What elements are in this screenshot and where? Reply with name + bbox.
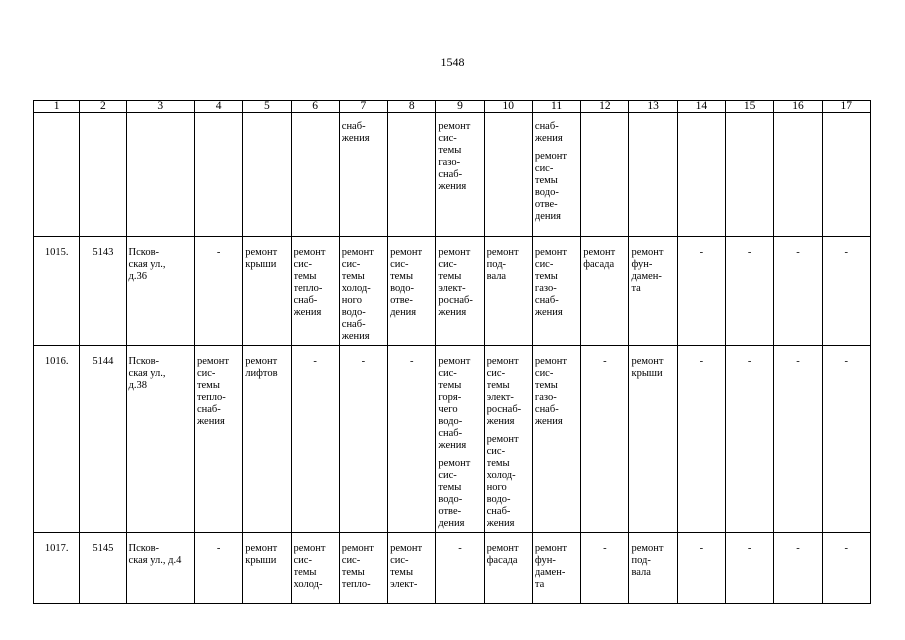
empty-marker: -: [458, 543, 462, 554]
work-cell: [339, 533, 387, 604]
work-item: ремонт сис- темы тепло- снаб- жения: [196, 356, 229, 427]
row-number: [34, 346, 80, 533]
work-cell: [822, 533, 870, 604]
building-id: [80, 237, 126, 346]
work-cell: [677, 113, 725, 237]
work-cell: [436, 113, 484, 237]
work-cell: [339, 113, 387, 237]
empty-marker: -: [699, 543, 704, 554]
empty-marker: -: [216, 247, 221, 258]
work-cell: [677, 346, 725, 533]
building-id: [80, 533, 126, 604]
work-cell: [532, 237, 580, 346]
work-item: ремонт крыши: [631, 356, 664, 379]
work-cell: [581, 533, 629, 604]
work-cell: [484, 113, 532, 237]
column-number: 5: [243, 101, 291, 113]
empty-marker: -: [747, 543, 752, 554]
empty-marker: -: [844, 543, 849, 554]
building-id-text: 5145: [92, 543, 114, 554]
work-cell: [484, 533, 532, 604]
work-cell: [194, 533, 242, 604]
empty-marker: -: [844, 356, 849, 367]
table-row: [34, 113, 871, 237]
work-item: снаб- жения: [534, 121, 563, 144]
work-cell: [774, 113, 822, 237]
work-cell: [677, 533, 725, 604]
work-item: ремонт сис- темы водо- отве- дения: [438, 458, 471, 529]
work-item: ремонт крыши: [245, 543, 278, 566]
work-cell: [339, 346, 387, 533]
work-cell: [388, 113, 436, 237]
empty-marker: -: [603, 356, 607, 367]
work-cell: [822, 346, 870, 533]
empty-marker: -: [844, 247, 849, 258]
row-number-text: 1017.: [44, 543, 69, 554]
empty-marker: -: [747, 356, 752, 367]
work-cell: [436, 237, 484, 346]
work-cell: [339, 237, 387, 346]
address: [126, 113, 194, 237]
work-cell: [629, 237, 677, 346]
row-number-text: 1016.: [44, 356, 69, 367]
work-cell: [774, 533, 822, 604]
empty-marker: -: [361, 356, 366, 367]
work-item: ремонт сис- темы газо- снаб- жения: [534, 356, 567, 427]
work-cell: [581, 113, 629, 237]
work-item: ремонт лифтов: [245, 356, 278, 379]
work-item: снаб- жения: [341, 121, 370, 144]
table-row: [34, 346, 871, 533]
work-cell: [291, 533, 339, 604]
work-cell: [629, 533, 677, 604]
work-cell: [726, 346, 774, 533]
column-number: 17: [822, 101, 870, 113]
column-number: 7: [339, 101, 387, 113]
work-cell: [774, 346, 822, 533]
empty-marker: -: [796, 543, 800, 554]
address: [126, 533, 194, 604]
building-id: [80, 113, 126, 237]
work-item: ремонт под- вала: [486, 247, 519, 282]
row-number: [34, 113, 80, 237]
empty-marker: -: [796, 247, 800, 258]
work-cell: [243, 346, 291, 533]
empty-marker: -: [603, 543, 607, 554]
work-cell: [194, 113, 242, 237]
work-cell: [532, 533, 580, 604]
work-item: ремонт сис- темы холод- ного водо- снаб- жения: [486, 434, 519, 529]
table-row: [34, 237, 871, 346]
work-cell: [291, 113, 339, 237]
column-number: 8: [388, 101, 436, 113]
work-cell: [484, 346, 532, 533]
work-item: ремонт сис- темы элект-: [390, 543, 423, 590]
column-number: 11: [532, 101, 580, 113]
repair-schedule-table: [33, 100, 871, 604]
work-cell: [388, 533, 436, 604]
work-cell: [822, 113, 870, 237]
work-item: ремонт под- вала: [631, 543, 664, 578]
work-item: ремонт фасада: [486, 543, 519, 566]
work-cell: [581, 346, 629, 533]
work-item: ремонт сис- темы элект- роснаб- жения: [486, 356, 522, 427]
work-cell: [822, 237, 870, 346]
work-cell: [484, 237, 532, 346]
work-item: ремонт сис- темы водо- отве- дения: [390, 247, 423, 318]
page-number: 1548: [440, 55, 465, 69]
work-cell: [388, 346, 436, 533]
empty-marker: -: [409, 356, 414, 367]
column-number: 12: [581, 101, 629, 113]
column-number: 2: [80, 101, 126, 113]
address-text: Псков- ская ул., д.36: [128, 247, 166, 282]
column-number: 9: [436, 101, 484, 113]
column-number: 3: [126, 101, 194, 113]
address-text: Псков- ская ул., д.38: [128, 356, 166, 391]
row-number-text: 1015.: [44, 247, 69, 258]
address: [126, 346, 194, 533]
work-cell: [532, 113, 580, 237]
column-number: 13: [629, 101, 677, 113]
empty-marker: -: [747, 247, 752, 258]
work-cell: [388, 237, 436, 346]
work-item: ремонт сис- темы водо- отве- дения: [534, 151, 567, 222]
work-cell: [629, 346, 677, 533]
work-item: ремонт фун- дамен- та: [631, 247, 664, 294]
work-cell: [436, 533, 484, 604]
work-cell: [291, 237, 339, 346]
address: [126, 237, 194, 346]
building-id-text: 5144: [92, 356, 114, 367]
building-id-text: 5143: [92, 247, 114, 258]
work-cell: [774, 237, 822, 346]
table-row: [34, 533, 871, 604]
work-item: ремонт сис- темы газо- снаб- жения: [438, 121, 471, 192]
empty-marker: -: [216, 543, 221, 554]
work-item: ремонт фасада: [583, 247, 616, 270]
empty-marker: -: [313, 356, 317, 367]
work-item: ремонт крыши: [245, 247, 278, 270]
work-cell: [677, 237, 725, 346]
work-cell: [726, 113, 774, 237]
column-number: 16: [774, 101, 822, 113]
row-number: [34, 533, 80, 604]
column-number: 4: [194, 101, 242, 113]
work-item: ремонт сис- темы газо- снаб- жения: [534, 247, 567, 318]
column-number: 1: [34, 101, 80, 113]
work-cell: [436, 346, 484, 533]
work-cell: [243, 113, 291, 237]
work-cell: [243, 237, 291, 346]
work-item: ремонт фун- дамен- та: [534, 543, 567, 590]
work-cell: [194, 346, 242, 533]
work-cell: [581, 237, 629, 346]
empty-marker: -: [699, 247, 704, 258]
empty-marker: -: [699, 356, 704, 367]
work-cell: [629, 113, 677, 237]
column-number: 15: [726, 101, 774, 113]
address-text: Псков- ская ул., д.4: [128, 543, 182, 566]
building-id: [80, 346, 126, 533]
work-item: ремонт сис- темы элект- роснаб- жения: [438, 247, 473, 318]
work-item: ремонт сис- темы тепло- снаб- жения: [293, 247, 326, 318]
work-item: ремонт сис- темы тепло-: [341, 543, 374, 590]
work-cell: [726, 533, 774, 604]
work-cell: [532, 346, 580, 533]
column-number-header: [34, 101, 871, 113]
work-cell: [291, 346, 339, 533]
work-item: ремонт сис- темы холод- ного водо- снаб- жения: [341, 247, 374, 342]
work-item: ремонт сис- темы горя- чего водо- снаб- жения: [438, 356, 471, 451]
column-number: 6: [291, 101, 339, 113]
row-number: [34, 237, 80, 346]
empty-marker: -: [796, 356, 800, 367]
work-item: ремонт сис- темы холод-: [293, 543, 326, 590]
column-number: 14: [677, 101, 725, 113]
work-cell: [243, 533, 291, 604]
work-cell: [726, 237, 774, 346]
work-cell: [194, 237, 242, 346]
column-number: 10: [484, 101, 532, 113]
